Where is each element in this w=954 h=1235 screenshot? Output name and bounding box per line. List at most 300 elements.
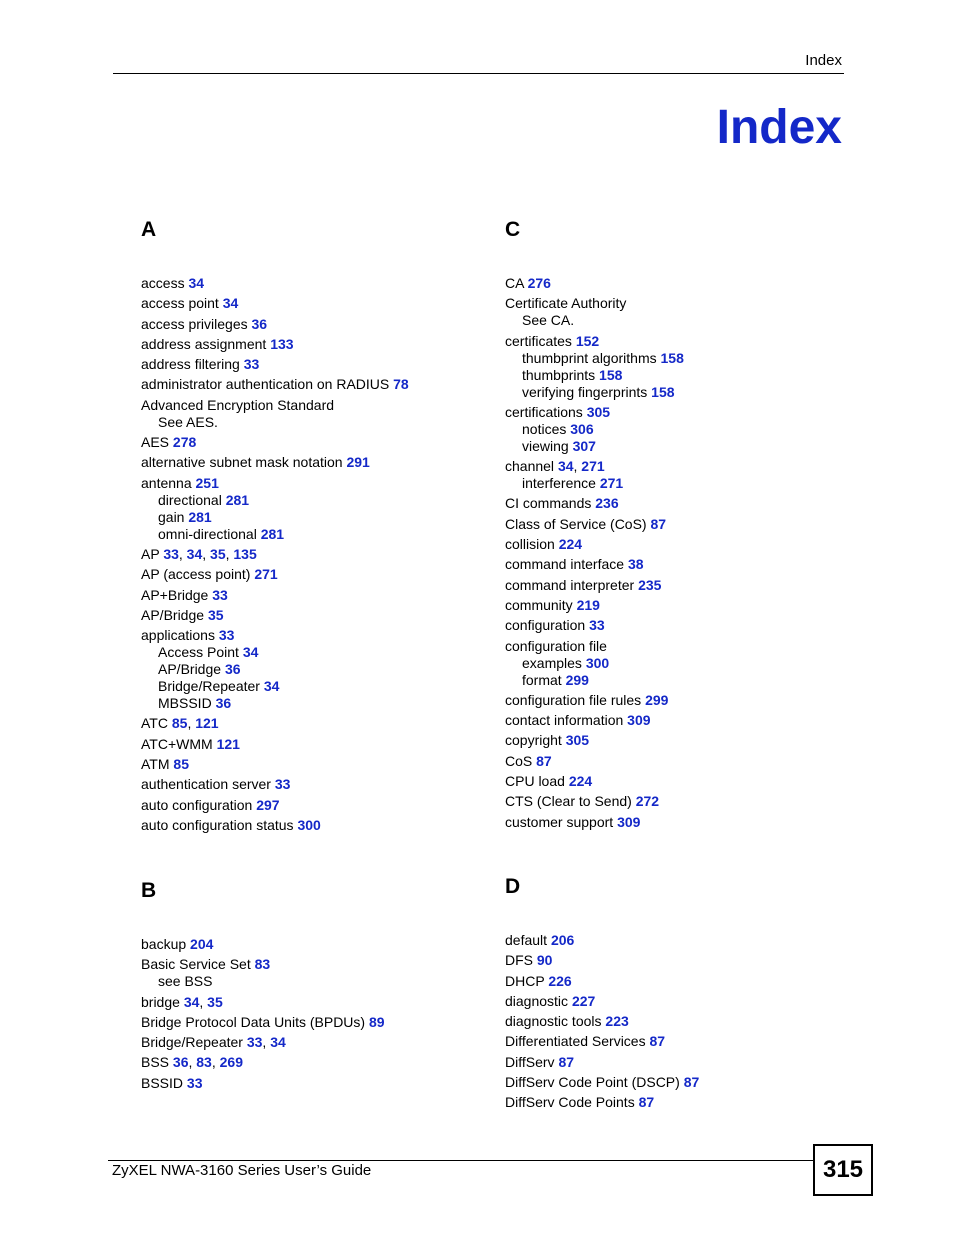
- page-reference-link[interactable]: 33: [589, 617, 605, 634]
- page-reference-link[interactable]: 291: [346, 454, 370, 471]
- page-reference-link[interactable]: 35: [207, 993, 223, 1010]
- index-entry: [141, 956, 471, 990]
- index-term-line: [141, 295, 471, 312]
- page-reference-link[interactable]: 306: [570, 420, 594, 437]
- page-reference-link[interactable]: 272: [635, 793, 660, 810]
- index-term-line: [505, 692, 835, 709]
- index-subentry: [505, 672, 835, 689]
- page-reference-link[interactable]: 278: [172, 434, 197, 451]
- index-entry: [505, 404, 835, 455]
- page-reference-link[interactable]: 309: [617, 813, 641, 830]
- index-entry: [141, 475, 471, 543]
- index-term: applications: [141, 627, 219, 644]
- index-term: diagnostic tools: [505, 1013, 606, 1030]
- page-reference-link[interactable]: 34: [263, 678, 280, 695]
- index-term: AP+Bridge: [141, 586, 213, 603]
- page-separator: ,: [225, 545, 234, 562]
- section-letter: D: [505, 875, 521, 898]
- page-separator: ,: [202, 545, 211, 562]
- page-reference-link[interactable]: 34: [242, 644, 259, 661]
- index-term-line: [505, 793, 835, 810]
- section-letter: C: [505, 218, 521, 241]
- page-separator: ,: [187, 715, 196, 732]
- page-reference-link[interactable]: 271: [581, 458, 605, 475]
- index-entry: [505, 773, 835, 790]
- index-entry: [141, 566, 471, 583]
- index-term-line: [505, 1033, 835, 1050]
- index-term-line: [141, 356, 471, 373]
- index-term-line: [141, 797, 471, 814]
- index-term: Bridge/Repeater: [141, 1034, 247, 1051]
- page-reference-link[interactable]: 34: [557, 458, 574, 475]
- index-term: access point: [141, 295, 223, 312]
- index-entry: [505, 732, 835, 749]
- page-reference-link[interactable]: 204: [190, 936, 214, 952]
- index-term-line: [141, 316, 471, 333]
- index-term: AP/Bridge: [158, 661, 225, 678]
- page-reference-link[interactable]: 251: [195, 474, 219, 491]
- index-entry: [505, 536, 835, 553]
- index-term-line: [505, 404, 835, 421]
- index-term: channel: [505, 458, 558, 475]
- index-term-line: [505, 732, 835, 749]
- index-term: Advanced Encryption Standard: [141, 396, 335, 413]
- index-section-a: [141, 215, 471, 837]
- page-reference-link[interactable]: 309: [627, 712, 651, 729]
- page-reference-link[interactable]: 36: [172, 1054, 189, 1071]
- index-term: thumbprints: [522, 366, 600, 383]
- page-reference-link[interactable]: 300: [297, 816, 321, 833]
- index-term: ATC+WMM: [141, 735, 217, 752]
- page-number: 315: [813, 1144, 873, 1196]
- index-term: certifications: [505, 403, 587, 420]
- index-term: format: [522, 671, 566, 688]
- index-term-line: [141, 1075, 471, 1092]
- section-letter: A: [141, 218, 157, 241]
- index-entry: [505, 1013, 835, 1030]
- section-letter: B: [141, 879, 157, 902]
- index-entry: [141, 356, 471, 373]
- index-term-line: [141, 756, 471, 773]
- index-term-line: [141, 587, 471, 604]
- index-term: default: [505, 932, 551, 948]
- index-term: See CA.: [522, 312, 575, 329]
- index-term-line: [141, 715, 471, 732]
- index-subentry: [505, 350, 835, 367]
- index-term-line: [141, 956, 471, 973]
- page-reference-link[interactable]: 121: [216, 735, 240, 752]
- index-subentry: [505, 384, 835, 401]
- index-term: access privileges: [141, 315, 252, 332]
- index-term-line: [505, 993, 835, 1010]
- page-reference-link[interactable]: 206: [550, 932, 575, 948]
- page-reference-link[interactable]: 87: [650, 515, 667, 532]
- index-term: bridge: [141, 993, 184, 1010]
- index-entry: [141, 376, 471, 393]
- page-reference-link[interactable]: 297: [256, 796, 280, 813]
- index-entry: [505, 516, 835, 533]
- page-reference-link[interactable]: 34: [222, 295, 239, 312]
- index-term: directional: [158, 491, 226, 508]
- index-entry: [141, 1034, 471, 1051]
- page-reference-link[interactable]: 87: [558, 1053, 575, 1070]
- index-subentry: [141, 644, 471, 661]
- index-term-line: [505, 1013, 835, 1030]
- page-separator: ,: [178, 545, 187, 562]
- page-separator: ,: [262, 1034, 271, 1051]
- index-entry: [141, 454, 471, 471]
- index-term: alternative subnet mask notation: [141, 454, 347, 471]
- page-reference-link[interactable]: 34: [188, 275, 205, 291]
- index-entry: [141, 397, 471, 431]
- page-reference-link[interactable]: 269: [219, 1054, 243, 1071]
- page-reference-link[interactable]: 87: [649, 1033, 666, 1050]
- page-reference-link[interactable]: 276: [527, 275, 551, 291]
- index-entry: [141, 587, 471, 604]
- index-entry: [505, 295, 835, 329]
- index-term: address assignment: [141, 335, 271, 352]
- page-reference-link[interactable]: 89: [368, 1013, 385, 1030]
- index-term-line: [505, 458, 835, 475]
- index-term-line: [141, 397, 471, 414]
- index-term: auto configuration: [141, 796, 257, 813]
- index-term-line: [505, 1094, 835, 1111]
- index-term-line: [505, 932, 835, 949]
- index-term: verifying fingerprints: [522, 383, 652, 400]
- index-term: Bridge Protocol Data Units (BPDUs): [141, 1013, 369, 1030]
- index-term-line: [141, 275, 471, 292]
- page-reference-link[interactable]: 223: [605, 1013, 629, 1030]
- index-term: examples: [522, 654, 586, 671]
- page-reference-link[interactable]: 235: [638, 576, 662, 593]
- index-term: collision: [505, 536, 559, 553]
- section-entries: [505, 275, 835, 831]
- index-entry: [505, 495, 835, 512]
- page-reference-link[interactable]: 224: [568, 773, 593, 790]
- index-term-line: [505, 1074, 835, 1091]
- index-term-line: [505, 638, 835, 655]
- index-term: Access Point: [158, 644, 243, 661]
- page-separator: ,: [188, 1054, 197, 1071]
- page-reference-link[interactable]: 307: [572, 437, 596, 454]
- index-term: Certificate Authority: [505, 295, 627, 312]
- index-term-line: [505, 577, 835, 594]
- page-reference-link[interactable]: 281: [225, 491, 250, 508]
- index-entry: [141, 275, 471, 292]
- index-entry: [141, 336, 471, 353]
- running-header: Index: [805, 52, 842, 69]
- page-reference-link[interactable]: 271: [599, 475, 624, 492]
- index-term: configuration file: [505, 637, 607, 654]
- page-reference-link[interactable]: 78: [393, 376, 409, 393]
- footer-guide-title: ZyXEL NWA-3160 Series User’s Guide: [112, 1162, 372, 1179]
- index-subentry: [141, 695, 471, 712]
- index-entry: [141, 797, 471, 814]
- page-reference-link[interactable]: 152: [575, 332, 600, 349]
- index-section-c: [505, 215, 835, 834]
- page-reference-link[interactable]: 133: [270, 335, 294, 352]
- index-entry: [141, 715, 471, 732]
- index-term: BSS: [141, 1054, 173, 1071]
- index-term: CoS: [505, 752, 537, 769]
- index-term-line: [141, 607, 471, 624]
- index-term: copyright: [505, 732, 566, 749]
- index-term-line: [141, 434, 471, 451]
- page-reference-link[interactable]: 299: [645, 691, 669, 708]
- index-term: community: [505, 596, 577, 613]
- page-reference-link[interactable]: 36: [215, 695, 232, 712]
- page-reference-link[interactable]: 219: [576, 596, 600, 613]
- section-entries: [141, 275, 471, 834]
- index-term-line: [505, 333, 835, 350]
- index-entry: [505, 617, 835, 634]
- page-reference-link[interactable]: 33: [274, 776, 291, 793]
- page-reference-link[interactable]: 33: [212, 586, 228, 603]
- index-subentry: [141, 414, 471, 431]
- page-reference-link[interactable]: 236: [595, 495, 619, 512]
- index-term-line: [505, 773, 835, 790]
- index-term-line: [141, 736, 471, 753]
- page-reference-link[interactable]: 33: [243, 356, 260, 373]
- index-term: address filtering: [141, 356, 244, 373]
- page-reference-link[interactable]: 158: [660, 349, 684, 366]
- index-entry: [505, 1054, 835, 1071]
- index-term: diagnostic: [505, 992, 572, 1009]
- index-entry: [141, 295, 471, 312]
- index-term: DFS: [505, 952, 537, 969]
- page-reference-link[interactable]: 305: [565, 732, 590, 749]
- index-entry: [505, 275, 835, 292]
- index-entry: [141, 627, 471, 712]
- page-reference-link[interactable]: 305: [586, 403, 611, 420]
- index-entry: [141, 1014, 471, 1031]
- index-subentry: [505, 312, 835, 329]
- index-term-line: [141, 454, 471, 471]
- index-term: ATC: [141, 715, 172, 732]
- page-reference-link[interactable]: 35: [210, 545, 226, 562]
- index-entry: [505, 458, 835, 492]
- index-entry: [505, 638, 835, 689]
- index-entry: [141, 546, 471, 563]
- index-term: thumbprint algorithms: [522, 349, 661, 366]
- page-reference-link[interactable]: 299: [565, 671, 589, 688]
- index-subentry: [141, 973, 471, 990]
- index-term: administrator authentication on RADIUS: [141, 376, 394, 393]
- index-entry: [505, 993, 835, 1010]
- index-subentry: [505, 438, 835, 455]
- header-rule: [113, 73, 844, 74]
- index-term: See AES.: [158, 413, 218, 430]
- index-entry: [505, 692, 835, 709]
- page-reference-link[interactable]: 158: [599, 366, 623, 383]
- index-term: command interface: [505, 556, 628, 573]
- index-term: DHCP: [505, 972, 549, 989]
- index-entry: [505, 597, 835, 614]
- page-reference-link[interactable]: 34: [186, 545, 203, 562]
- page-reference-link[interactable]: 36: [251, 315, 268, 332]
- page-reference-link[interactable]: 33: [246, 1034, 263, 1051]
- index-term-line: [141, 994, 471, 1011]
- page-reference-link[interactable]: 87: [638, 1094, 655, 1111]
- index-term-line: [505, 952, 835, 969]
- page-reference-link[interactable]: 271: [254, 566, 278, 583]
- index-entry: [505, 1033, 835, 1050]
- index-entry: [141, 756, 471, 773]
- page-reference-link[interactable]: 135: [233, 545, 257, 562]
- page-reference-link[interactable]: 281: [260, 525, 285, 542]
- index-subentry: [141, 661, 471, 678]
- index-term: AP/Bridge: [141, 606, 208, 623]
- page-reference-link[interactable]: 36: [224, 661, 241, 678]
- index-entry: [505, 952, 835, 969]
- index-term: CTS (Clear to Send): [505, 793, 636, 810]
- index-entry: [505, 753, 835, 770]
- index-term-line: [505, 556, 835, 573]
- index-term: access: [141, 275, 189, 291]
- page-reference-link[interactable]: 87: [683, 1074, 700, 1091]
- index-term-line: [141, 936, 471, 953]
- index-entry: [141, 1054, 471, 1071]
- page-reference-link[interactable]: 35: [207, 606, 224, 623]
- index-term-line: [141, 336, 471, 353]
- index-entry: [505, 814, 835, 831]
- index-section-b: [141, 876, 471, 1095]
- index-entry: [141, 434, 471, 451]
- index-term: DiffServ Code Points: [505, 1094, 639, 1111]
- index-term-line: [505, 275, 835, 292]
- page-reference-link[interactable]: 33: [218, 627, 235, 644]
- index-subentry: [505, 367, 835, 384]
- index-subentry: [141, 526, 471, 543]
- index-term: customer support: [505, 813, 618, 830]
- index-entry: [141, 817, 471, 834]
- page-reference-link[interactable]: 34: [183, 993, 200, 1010]
- index-term: antenna: [141, 474, 196, 491]
- index-term: DiffServ: [505, 1053, 559, 1070]
- index-term-line: [505, 516, 835, 533]
- index-subentry: [141, 678, 471, 695]
- index-term: configuration file rules: [505, 691, 646, 708]
- index-subentry: [505, 475, 835, 492]
- footer-rule: [108, 1160, 813, 1161]
- index-term-line: [505, 712, 835, 729]
- index-entry: [141, 607, 471, 624]
- index-entry: [141, 316, 471, 333]
- index-term-line: [141, 376, 471, 393]
- index-term-line: [505, 617, 835, 634]
- index-entry: [505, 1074, 835, 1091]
- page-reference-link[interactable]: 38: [627, 556, 644, 573]
- index-subentry: [505, 655, 835, 672]
- index-term: Basic Service Set: [141, 956, 255, 973]
- index-term: CA: [505, 275, 528, 291]
- index-entry: [141, 936, 471, 953]
- index-term-line: [141, 1014, 471, 1031]
- page-reference-link[interactable]: 300: [585, 654, 610, 671]
- page-reference-link[interactable]: 83: [254, 956, 271, 973]
- page-reference-link[interactable]: 90: [536, 952, 553, 969]
- index-term: ATM: [141, 756, 174, 773]
- index-term: notices: [522, 420, 571, 437]
- index-term: see BSS: [158, 973, 213, 990]
- index-term: Bridge/Repeater: [158, 678, 264, 695]
- page-reference-link[interactable]: 227: [571, 992, 596, 1009]
- index-term: omni-directional: [158, 525, 261, 542]
- index-term: AP (access point): [141, 566, 255, 583]
- index-term-line: [505, 495, 835, 512]
- index-entry: [505, 556, 835, 573]
- page-separator: ,: [211, 1054, 220, 1071]
- index-term: auto configuration status: [141, 816, 298, 833]
- index-entry: [505, 1094, 835, 1111]
- page-reference-link[interactable]: 281: [188, 508, 212, 525]
- page-title: Index: [716, 101, 842, 154]
- index-entry: [141, 776, 471, 793]
- page-reference-link[interactable]: 85: [173, 756, 189, 773]
- index-term: command interpreter: [505, 576, 639, 593]
- index-entry: [141, 736, 471, 753]
- index-term: viewing: [522, 437, 573, 454]
- page-reference-link[interactable]: 83: [196, 1054, 212, 1071]
- page-reference-link[interactable]: 85: [171, 715, 188, 732]
- page-reference-link[interactable]: 34: [270, 1034, 286, 1051]
- index-term: configuration: [505, 617, 590, 634]
- index-term: certificates: [505, 332, 576, 349]
- index-term: Class of Service (CoS): [505, 515, 651, 532]
- page-reference-link[interactable]: 224: [558, 536, 583, 553]
- index-term: CPU load: [505, 773, 569, 790]
- page-reference-link[interactable]: 33: [186, 1074, 203, 1091]
- index-term-line: [141, 627, 471, 644]
- index-term-line: [141, 1054, 471, 1071]
- index-term-line: [505, 1054, 835, 1071]
- index-term-line: [505, 597, 835, 614]
- page-reference-link[interactable]: 33: [163, 545, 179, 562]
- index-entry: [505, 333, 835, 401]
- index-entry: [141, 994, 471, 1011]
- page-reference-link[interactable]: 158: [651, 383, 675, 400]
- index-entry: [505, 793, 835, 810]
- index-subentry: [141, 492, 471, 509]
- index-term: CI commands: [505, 495, 596, 512]
- index-term-line: [505, 295, 835, 312]
- index-term: AES: [141, 434, 173, 451]
- index-section-d: [505, 872, 835, 1115]
- page-reference-link[interactable]: 121: [195, 715, 219, 732]
- page-reference-link[interactable]: 87: [536, 752, 552, 769]
- index-term: BSSID: [141, 1074, 187, 1091]
- index-entry: [505, 712, 835, 729]
- index-term-line: [141, 475, 471, 492]
- page-reference-link[interactable]: 226: [548, 972, 572, 989]
- page-separator: ,: [199, 993, 208, 1010]
- index-entry: [505, 973, 835, 990]
- section-entries: [505, 932, 835, 1111]
- index-entry: [505, 577, 835, 594]
- index-term: DiffServ Code Point (DSCP): [505, 1074, 684, 1091]
- index-term: Differentiated Services: [505, 1033, 650, 1050]
- index-term-line: [141, 817, 471, 834]
- index-subentry: [505, 421, 835, 438]
- index-term: contact information: [505, 712, 628, 729]
- index-term: AP: [141, 545, 164, 562]
- index-term: MBSSID: [158, 695, 216, 712]
- index-term: backup: [141, 936, 191, 952]
- index-term-line: [141, 546, 471, 563]
- index-entry: [141, 1075, 471, 1092]
- index-term-line: [141, 566, 471, 583]
- index-term-line: [505, 814, 835, 831]
